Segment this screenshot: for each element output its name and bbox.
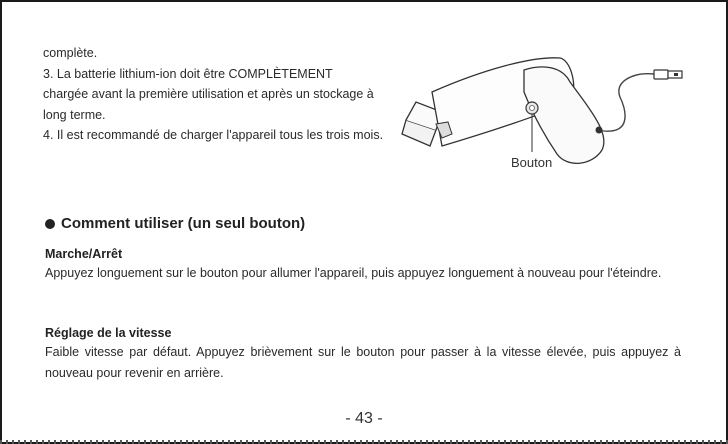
speed-block <box>45 324 681 383</box>
charging-port-icon <box>596 127 603 134</box>
bottom-dash-border <box>0 440 728 444</box>
usb-plug-icon <box>654 70 682 79</box>
section-heading-text: Comment utiliser (un seul bouton) <box>61 215 306 232</box>
bullet-icon <box>45 219 55 229</box>
intro-line: chargée avant la première utilisation et après un stockage à <box>43 87 374 102</box>
on-off-title: Marche/Arrêt <box>45 247 123 261</box>
button-callout-label: Bouton <box>511 155 553 170</box>
intro-line: 4. Il est recommandé de charger l'appareil tous les trois mois. <box>43 128 384 143</box>
charging-cable <box>597 74 654 131</box>
intro-line: 3. La batterie lithium-ion doit être COMPLÈTEMENT <box>43 66 333 81</box>
page-number: - 43 - <box>345 410 383 427</box>
intro-line: complète. <box>43 46 98 60</box>
section-heading <box>45 215 305 232</box>
speed-title: Réglage de la vitesse <box>45 326 172 340</box>
device-handle <box>524 67 604 163</box>
intro-line: long terme. <box>43 107 106 122</box>
on-off-text: Appuyez longuement sur le bouton pour allumer l'appareil, puis appuyez longuement à nouveau pour l'éteindre. <box>45 266 662 280</box>
on-off-block <box>45 245 681 284</box>
speed-text: Faible vitesse par défaut. Appuyez brièvement sur le bouton pour passer à la vitesse élevée, puis appuyez à nouveau pour revenir en arrière. <box>45 345 681 380</box>
intro-text <box>43 43 403 146</box>
